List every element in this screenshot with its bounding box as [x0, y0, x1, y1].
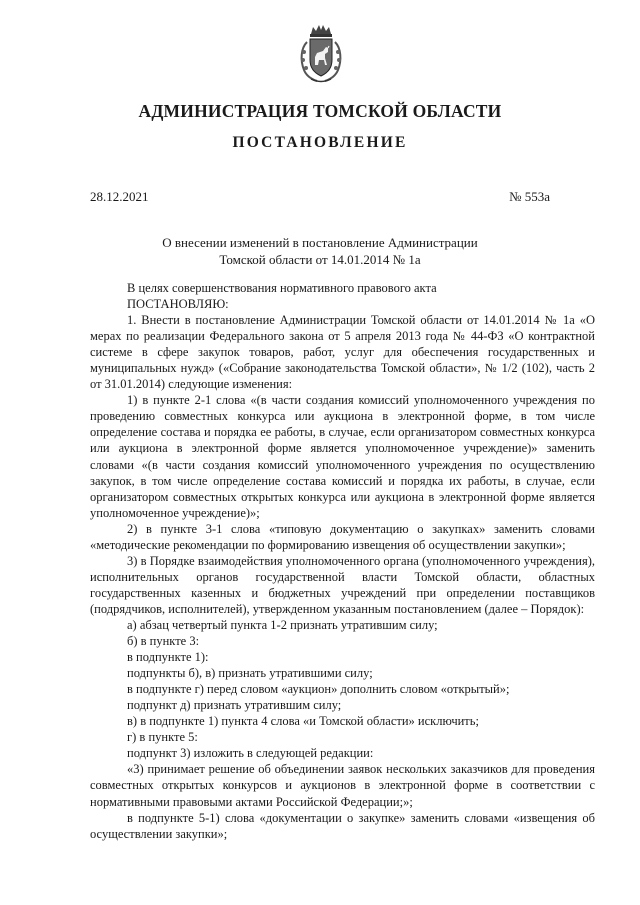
paragraph-resolve: ПОСТАНОВЛЯЮ:	[127, 297, 229, 312]
paragraph-b-sub1-d: подпункт д) признать утратившим силу;	[127, 698, 342, 713]
paragraph-b-sub1-g: в подпункте г) перед словом «аукцион» дополнить словом «открытый»;	[127, 682, 510, 697]
paragraph-subitem-1: 1) в пункте 2-1 слова «(в части создания комиссий уполномоченного учреждения по проведению совместных конкурса или аукциона в электронной форме, в том числе определение состава и порядка ее работы, в случае, если организатором совместных конкурса или аукциона в электронной форме является уполномоченное учреждение)» заменить словами «(в части создания комиссий уполномоченного учреждения по осуществлению закупок, в том числе определение состава комиссий и порядка их работы, в случае, если организатором совместных открытых конкурса или аукциона в электронной форме является уполномоченное учреждение)»;	[90, 393, 595, 520]
paragraph-item-1: 1. Внести в постановление Администрации Томской области от 14.01.2014 № 1а «О мерах по реализации Федерального закона от 5 апреля 2013 года № 44-ФЗ «О контрактной системе в сфере закупок товаров, работ, услуг для обеспечения государственных и муниципальных нужд» («Собрание законодательства Томской области», № 1/2 (102), часть 2 от 31.01.2014) следующие изменения:	[90, 313, 595, 392]
paragraph-b-sub1: в подпункте 1):	[127, 650, 209, 665]
paragraph-g: г) в пункте 5:	[127, 730, 198, 745]
paragraph-v: в) в подпункте 1) пункта 4 слова «и Томской области» исключить;	[127, 714, 479, 729]
paragraph-subitem-3: 3) в Порядке взаимодействия уполномоченного органа (уполномоченного учреждения), исполнительных органов государственной власти Томской области, областных государственных казенных и бюджетных учреждений при определении поставщиков (подрядчиков, исполнителей), утвержденном указанным постановлением (далее – Порядок):	[90, 553, 595, 616]
document-type: ПОСТАНОВЛЕНИЕ	[232, 134, 408, 151]
organization-name: АДМИНИСТРАЦИЯ ТОМСКОЙ ОБЛАСТИ	[138, 101, 502, 121]
title-line-2: Томской области от 14.01.2014 № 1а	[219, 251, 421, 267]
paragraph-subitem-2: 2) в пункте 3-1 слова «типовую документацию о закупках» заменить словами «методические рекомендации по формированию извещения об осуществлении закупки»;	[90, 521, 595, 552]
paragraph-b-sub1-bv: подпункты б), в) признать утратившими силу;	[127, 666, 373, 681]
paragraph-a: а) абзац четвертый пункта 1-2 признать утратившим силу;	[127, 617, 438, 632]
document-number: № 553а	[509, 189, 550, 204]
paragraph-g-sub3-text: «3) принимает решение об объединении заявок нескольких заказчиков для проведения совместных открытых конкурсов и аукционов в электронной форме в соответствии с нормативными правовыми актами Российской Федерации;»;	[90, 762, 595, 809]
document-body	[90, 280, 595, 842]
paragraph-preamble: В целях совершенствования нормативного правового акта	[127, 281, 437, 295]
document-date: 28.12.2021	[90, 189, 149, 204]
paragraph-g-sub5-1: в подпункте 5-1) слова «документации о закупке» заменить словами «извещения об осуществлении закупки»;	[90, 810, 595, 841]
coat-of-arms-icon	[297, 24, 345, 84]
document-title	[110, 235, 530, 268]
paragraph-g-sub3: подпункт 3) изложить в следующей редакции:	[127, 746, 374, 761]
paragraph-b: б) в пункте 3:	[127, 634, 200, 649]
title-line-1: О внесении изменений в постановление Администрации	[162, 235, 478, 250]
